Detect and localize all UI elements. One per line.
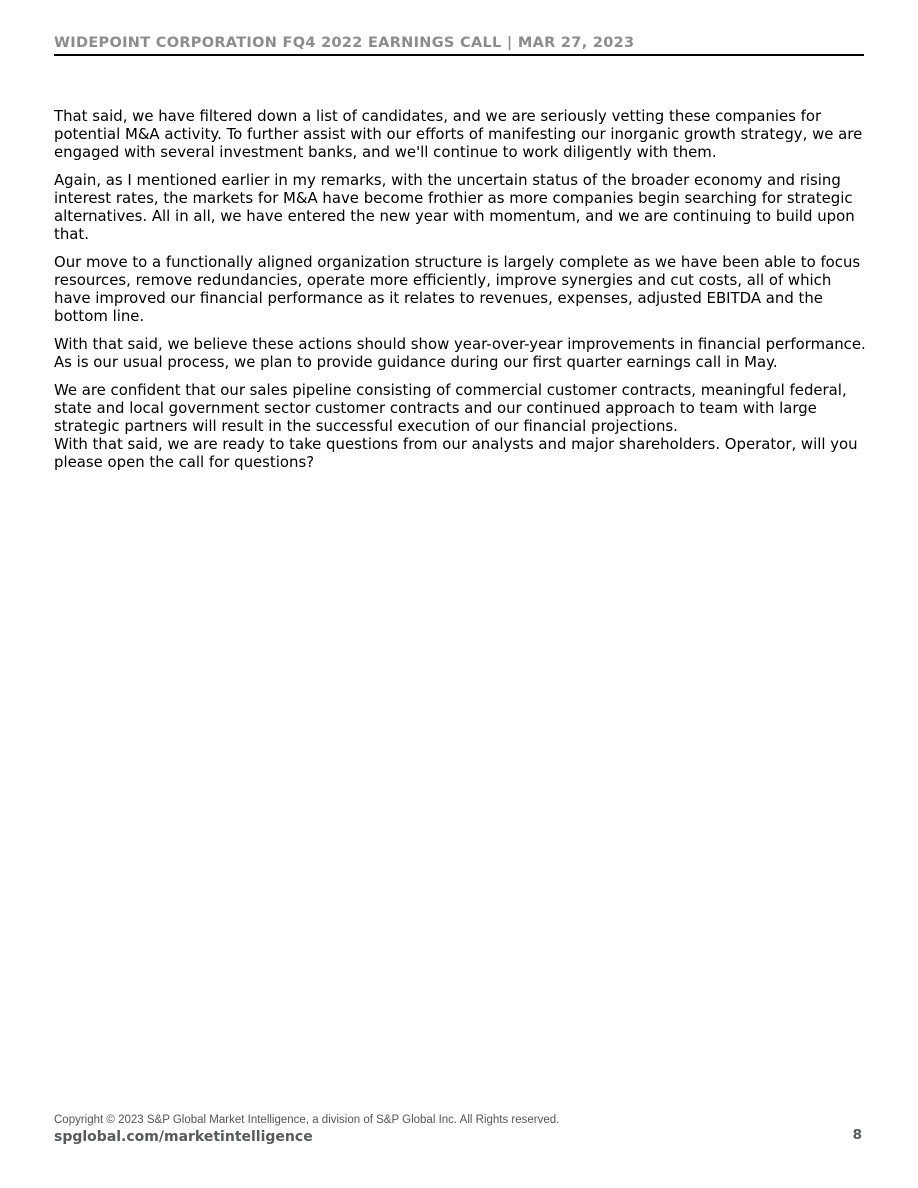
paragraph: That said, we have filtered down a list of candidates, and we are seriously vetting these companies for potential M&A activity. To further assist with our efforts of manifesting our inorganic growth strategy, we are engaged with several investment banks, and we'll continue to work diligently with them. — [54, 107, 863, 161]
page-number: 8 — [852, 1127, 862, 1143]
transcript-body — [54, 107, 866, 481]
paragraph: With that said, we are ready to take questions from our analysts and major shareholders. Operator, will you please open the call for questions? — [54, 435, 858, 471]
paragraph: Again, as I mentioned earlier in my remarks, with the uncertain status of the broader economy and rising interest rates, the markets for M&A have become frothier as more companies begin searching for strategic alternatives. All in all, we have entered the new year with momentum, and we are continuing to build upon that. — [54, 171, 855, 243]
paragraph: We are confident that our sales pipeline consisting of commercial customer contracts, meaningful federal, state and local government sector customer contracts and our continued approach to team with large strategic partners will result in the successful execution of our financial projections. — [54, 381, 847, 435]
site-link[interactable]: spglobal.com/marketintelligence — [54, 1129, 313, 1145]
copyright-notice: Copyright © 2023 S&P Global Market Intelligence, a division of S&P Global Inc. All Rights reserved. — [54, 1114, 560, 1126]
page-footer — [54, 1113, 864, 1147]
document-title: WIDEPOINT CORPORATION FQ4 2022 EARNINGS CALL | MAR 27, 2023 — [54, 35, 635, 51]
paragraph: Our move to a functionally aligned organization structure is largely complete as we have been able to focus resources, remove redundancies, operate more efficiently, improve synergies and cut costs, all of which have improved our financial performance as it relates to revenues, expenses, adjusted EBITDA and the bottom line. — [54, 253, 861, 325]
page-header — [54, 34, 864, 56]
paragraph: With that said, we believe these actions should show year-over-year improvements in financial performance. As is our usual process, we plan to provide guidance during our first quarter earnings call in May. — [54, 335, 866, 371]
